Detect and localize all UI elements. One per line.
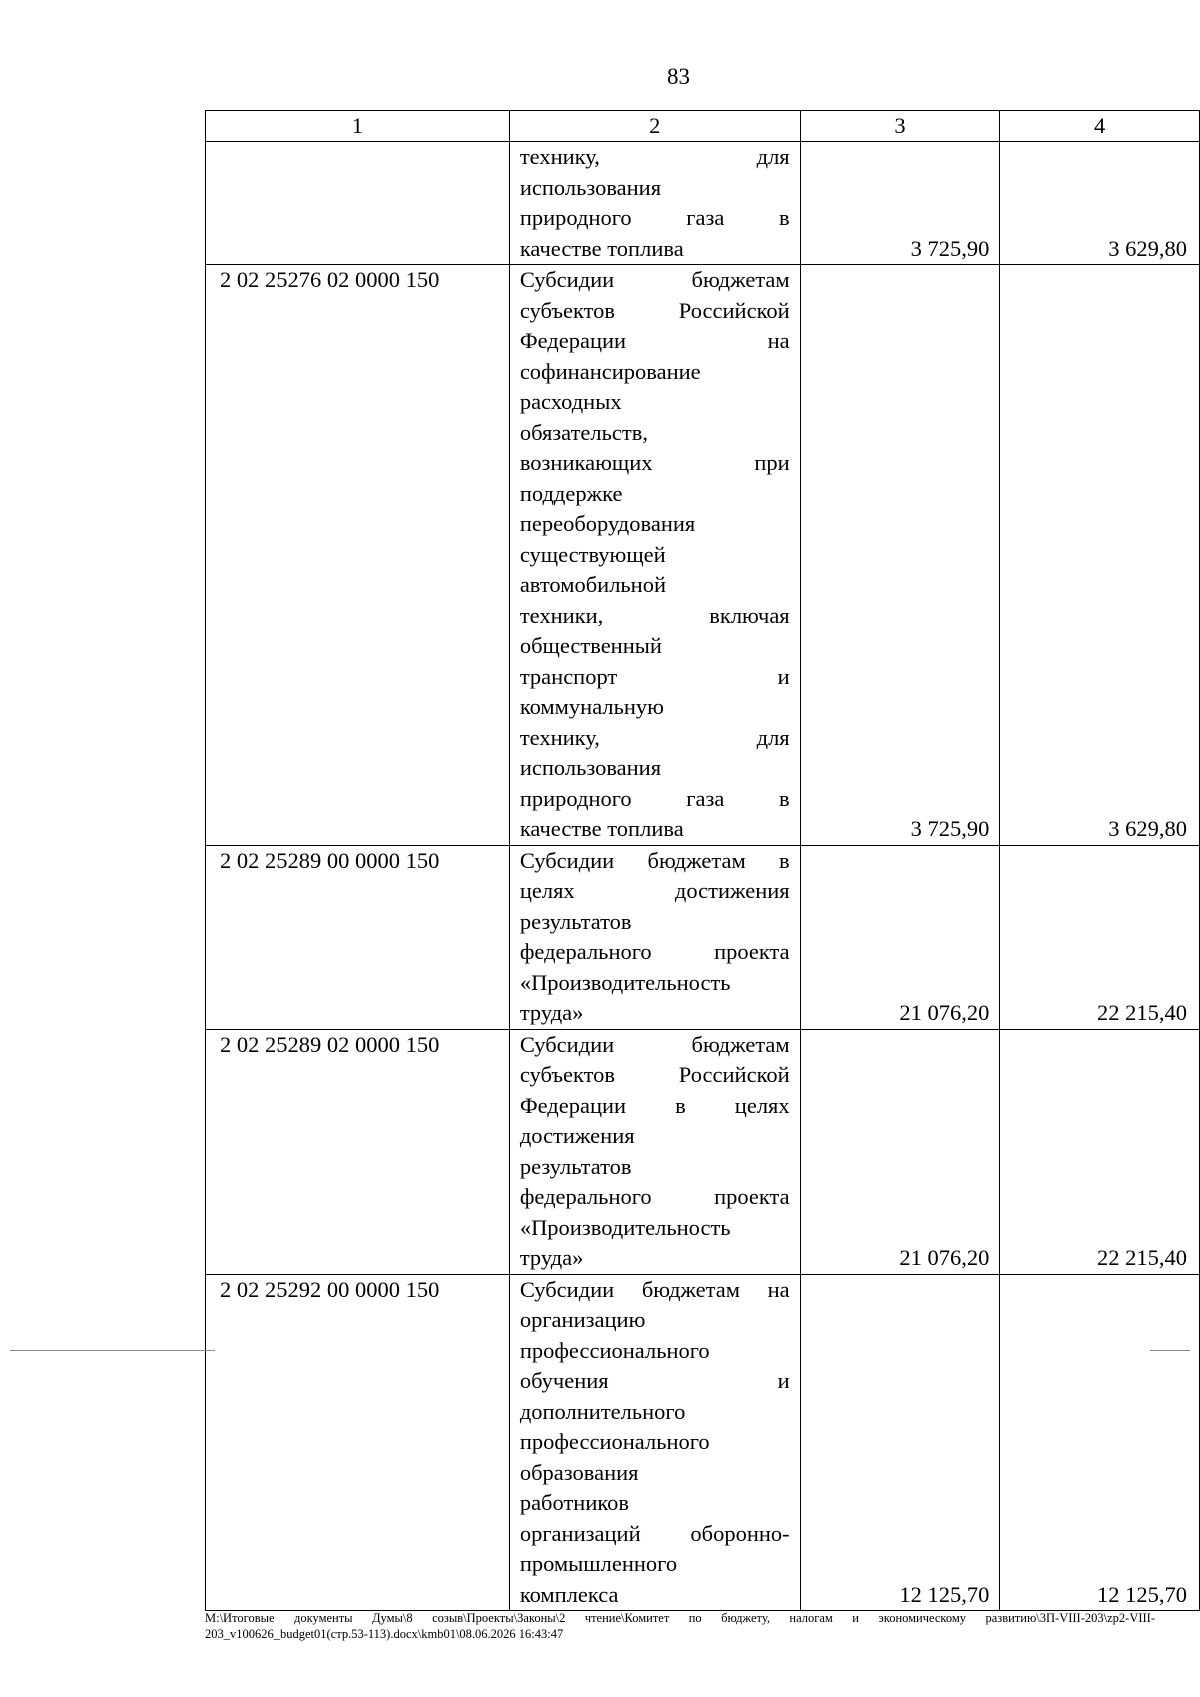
description-line: технику, для xyxy=(519,144,790,169)
table-row xyxy=(206,1029,1200,1274)
description-cell xyxy=(509,1274,800,1611)
description-line: коммунальную xyxy=(519,694,664,719)
budget-code-cell xyxy=(206,1274,510,1611)
table-row xyxy=(206,845,1200,1029)
description-line: Федерации в целях xyxy=(519,1092,790,1118)
amount-col-4: 22 215,40 xyxy=(1000,1029,1200,1274)
amount-col-4: 22 215,40 xyxy=(1000,845,1200,1029)
description-line: дополнительного xyxy=(519,1398,686,1424)
description-line: результатов xyxy=(519,1153,632,1179)
header-col-3: 3 xyxy=(800,111,1000,142)
description-line: промышленного xyxy=(519,1551,678,1576)
description-line: качестве топлива xyxy=(519,235,684,261)
table-row xyxy=(206,265,1200,846)
description-line: образования xyxy=(519,1459,639,1485)
description-line: профессионального xyxy=(519,1429,710,1454)
amount-col-3: 3 725,90 xyxy=(800,265,1000,846)
description-line: существующей xyxy=(519,541,666,567)
budget-code: 2 02 25289 00 0000 150 xyxy=(220,847,440,873)
description-line: обучения и xyxy=(519,1368,790,1393)
description-line: использования xyxy=(519,755,662,780)
description-line: переоборудования xyxy=(519,511,696,536)
file-path-footer xyxy=(205,1610,1155,1642)
description-line: результатов xyxy=(519,908,632,934)
table-header-row xyxy=(206,111,1200,142)
description-line: автомобильной xyxy=(519,572,667,597)
description-line: субъектов Российской xyxy=(519,1062,790,1087)
description-line: качестве топлива xyxy=(519,816,684,841)
description-cell xyxy=(509,1029,800,1274)
description-line: федерального проекта xyxy=(519,1184,790,1209)
description-line: субъектов Российской xyxy=(519,297,790,323)
amount-col-4: 12 125,70 xyxy=(1000,1274,1200,1611)
header-col-4: 4 xyxy=(1000,111,1200,142)
description-line: природного газа в xyxy=(519,785,790,811)
description-line: транспорт и xyxy=(519,663,790,689)
amount-col-3: 21 076,20 xyxy=(800,1029,1000,1274)
budget-code-cell xyxy=(206,142,510,265)
description-line: поддержке xyxy=(519,480,623,506)
description-line: технику, для xyxy=(519,724,790,750)
budget-code: 2 02 25276 02 0000 150 xyxy=(220,267,440,292)
budget-code: 2 02 25292 00 0000 150 xyxy=(220,1276,440,1302)
amount-col-3: 21 076,20 xyxy=(800,845,1000,1029)
page-fold-line-left xyxy=(10,1350,215,1351)
description-line: профессионального xyxy=(519,1337,710,1363)
description-line: комплекса xyxy=(519,1581,619,1607)
description-line: общественный xyxy=(519,633,662,658)
amount-col-4: 3 629,80 xyxy=(1000,265,1200,846)
description-line: федерального проекта xyxy=(519,939,790,964)
table-row xyxy=(206,1274,1200,1611)
description-line: Субсидии бюджетам на xyxy=(519,1276,790,1302)
description-line: Субсидии бюджетам xyxy=(519,267,790,292)
description-line: целях достижения xyxy=(519,878,790,903)
page-number: 83 xyxy=(667,64,690,89)
description-line: Субсидии бюджетам в xyxy=(519,847,790,873)
description-cell xyxy=(509,265,800,846)
budget-table xyxy=(205,110,1200,1611)
budget-code-cell xyxy=(206,845,510,1029)
footer-line-2: 203_v100626_budget01(стр.53-113).docx\kmb01\08.06.2026 16:43:47 xyxy=(205,1627,564,1641)
description-line: природного газа в xyxy=(519,205,790,230)
description-line: расходных xyxy=(519,389,622,414)
budget-code-cell xyxy=(206,265,510,846)
header-col-1: 1 xyxy=(206,111,510,142)
description-line: техники, включая xyxy=(519,602,790,628)
header-col-2: 2 xyxy=(509,111,800,142)
table-row xyxy=(206,142,1200,265)
description-line: труда» xyxy=(519,1000,584,1025)
description-line: «Производительность xyxy=(519,969,731,995)
description-line: Субсидии бюджетам xyxy=(519,1031,790,1057)
description-cell xyxy=(509,142,800,265)
budget-code: 2 02 25289 02 0000 150 xyxy=(220,1031,440,1057)
description-line: Федерации на xyxy=(519,328,790,353)
description-line: труда» xyxy=(519,1245,584,1270)
description-line: использования xyxy=(519,174,662,200)
description-line: достижения xyxy=(519,1123,635,1148)
description-line: организаций оборонно- xyxy=(519,1520,790,1546)
budget-code-cell xyxy=(206,1029,510,1274)
description-line: софинансирование xyxy=(519,358,701,384)
description-line: организацию xyxy=(519,1307,646,1332)
description-line: возникающих при xyxy=(519,450,790,475)
amount-col-4: 3 629,80 xyxy=(1000,142,1200,265)
description-cell xyxy=(509,845,800,1029)
description-line: обязательств, xyxy=(519,419,648,445)
amount-col-3: 12 125,70 xyxy=(800,1274,1000,1611)
description-line: «Производительность xyxy=(519,1214,731,1240)
amount-col-3: 3 725,90 xyxy=(800,142,1000,265)
footer-line-1: M:\Итоговые документы Думы\8 созыв\Проекты\Законы\2 чтение\Комитет по бюджету, налогам и экономическому развитию\3П-VIII-203\zp2-VIII- xyxy=(205,1611,1155,1625)
page-fold-line-right xyxy=(1150,1350,1190,1351)
description-line: работников xyxy=(519,1490,630,1515)
